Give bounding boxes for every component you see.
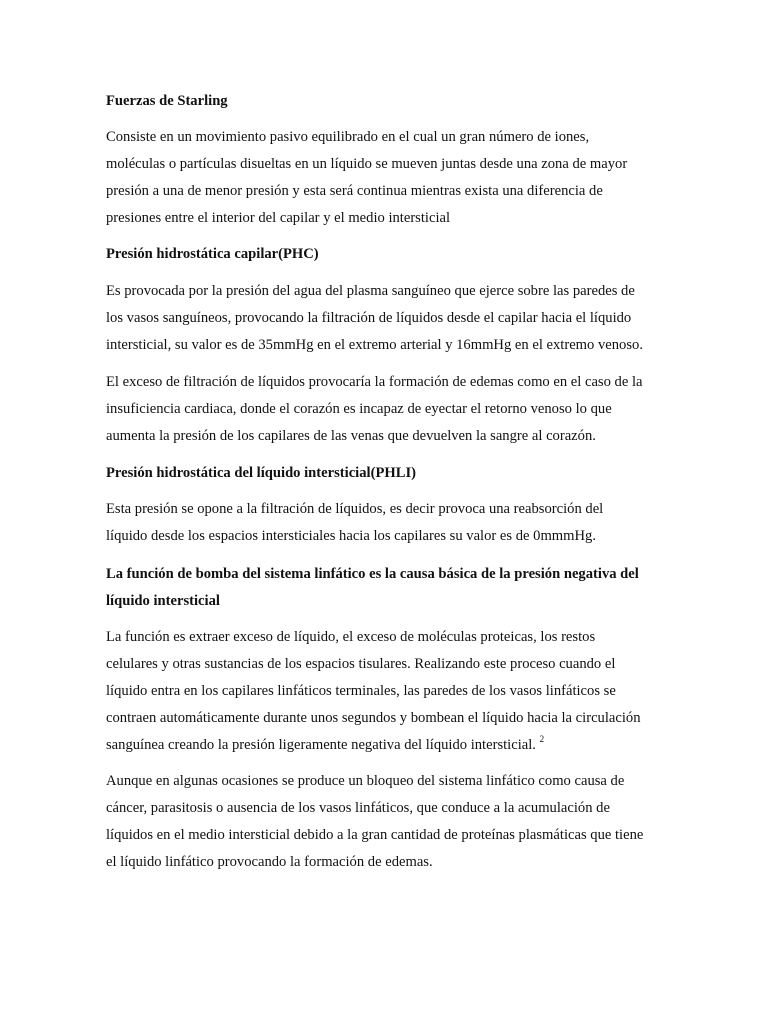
heading-text: Presión hidrostática del líquido intersticial(PHLI) xyxy=(106,465,416,481)
title-text: Fuerzas de Starling xyxy=(106,93,228,109)
text-line: El exceso de filtración de líquidos provocaría la formación de edemas como en el caso de la xyxy=(106,374,643,390)
title-heading xyxy=(106,88,666,115)
intro-paragraph xyxy=(106,124,666,232)
text-line: presiones entre el interior del capilar y el medio intersticial xyxy=(106,210,451,226)
text-line: insuficiencia cardiaca, donde el corazón es incapaz de eyectar el retorno venoso lo que xyxy=(106,401,612,417)
text-line: Aunque en algunas ocasiones se produce un bloqueo del sistema linfático como causa de xyxy=(106,773,625,789)
text-line: cáncer, parasitosis o ausencia de los vasos linfáticos, que conduce a la acumulación de xyxy=(106,800,610,816)
phli-heading xyxy=(106,460,666,487)
text-line: moléculas o partículas disueltas en un líquido se mueven juntas desde una zona de mayor xyxy=(106,156,628,172)
text-line: Es provocada por la presión del agua del plasma sanguíneo que ejerce sobre las paredes de xyxy=(106,283,635,299)
text-line: líquido desde los espacios intersticiales hacia los capilares su valor es de 0mmmHg. xyxy=(106,528,596,544)
heading-text: Presión hidrostática capilar(PHC) xyxy=(106,246,319,262)
heading-text: La función de bomba del sistema linfático es la causa básica de la presión negativa del xyxy=(106,566,639,582)
phli-paragraph xyxy=(106,496,666,550)
phc-heading xyxy=(106,241,666,268)
text-line: los vasos sanguíneos, provocando la filtración de líquidos desde el capilar hacia el líquido xyxy=(106,310,632,326)
text-line xyxy=(106,732,666,759)
text-line: aumenta la presión de los capilares de las venas que devuelven la sangre al corazón. xyxy=(106,428,596,444)
text-line: La función es extraer exceso de líquido, el exceso de moléculas proteicas, los restos xyxy=(106,629,596,645)
blockage-paragraph xyxy=(106,768,666,876)
lymph-heading xyxy=(106,561,666,615)
text-line: el líquido linfático provocando la formación de edemas. xyxy=(106,854,433,870)
phc-paragraph xyxy=(106,278,666,359)
text-line: celulares y otras sustancias de los espacios tisulares. Realizando este proceso cuando el xyxy=(106,656,616,672)
text-line: Consiste en un movimiento pasivo equilibrado en el cual un gran número de iones, xyxy=(106,129,590,145)
text-line: Esta presión se opone a la filtración de líquidos, es decir provoca una reabsorción del xyxy=(106,501,604,517)
heading-text: líquido intersticial xyxy=(106,593,220,609)
edema-paragraph xyxy=(106,369,666,450)
text-line: líquidos en el medio intersticial debido a la gran cantidad de proteínas plasmáticas que tiene xyxy=(106,827,644,843)
text-line: contraen automáticamente durante unos segundos y bombean el líquido hacia la circulación xyxy=(106,710,641,726)
text-line: intersticial, su valor es de 35mmHg en el extremo arterial y 16mmHg en el extremo venoso. xyxy=(106,337,643,353)
lymph-paragraph xyxy=(106,624,666,759)
text-line: presión a una de menor presión y esta será continua mientras exista una diferencia de xyxy=(106,183,603,199)
footnote-reference[interactable]: 2 xyxy=(539,734,545,744)
text-fragment: sanguínea creando la presión ligeramente negativa del líquido intersticial. xyxy=(106,737,540,753)
text-line: líquido entra en los capilares linfáticos terminales, las paredes de los vasos linfáticos se xyxy=(106,683,616,699)
